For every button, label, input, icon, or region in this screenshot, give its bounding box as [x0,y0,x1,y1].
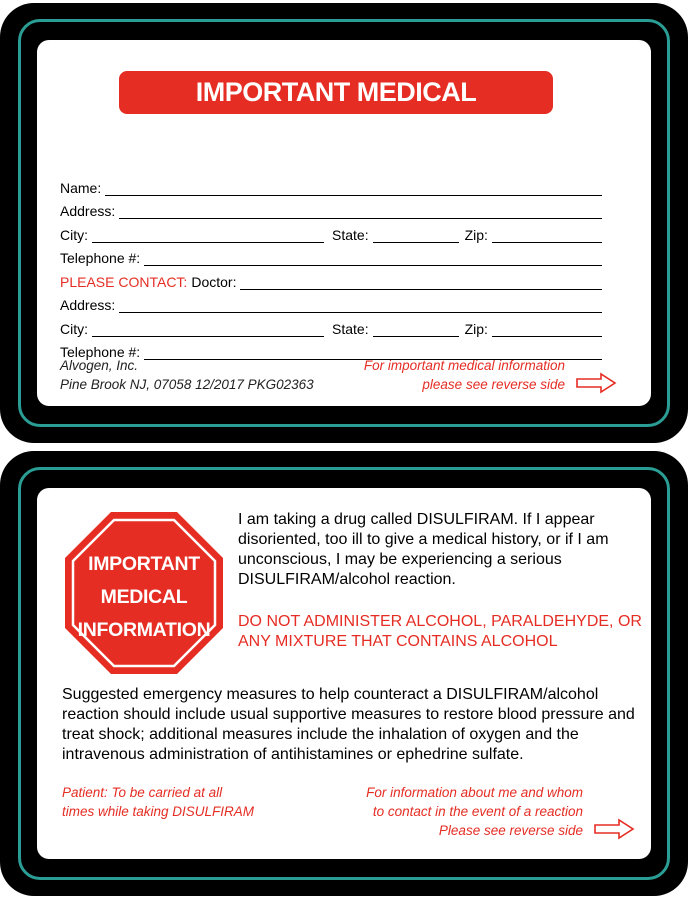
right-arrow-icon [575,372,617,394]
company-name: Alvogen, Inc. [60,358,139,373]
address-field[interactable] [119,204,602,219]
telephone-row [60,246,602,266]
reverse-note [364,356,565,394]
right-arrow-icon [593,818,635,840]
state-field[interactable] [373,228,459,243]
please-contact-label: PLEASE CONTACT: [60,274,188,290]
doctor-field[interactable] [240,275,602,290]
important-medical-info-banner: IMPORTANT MEDICAL INFORMATION [119,71,553,114]
back-card-face [37,488,651,859]
front-card-face [37,40,651,406]
patient-note [62,783,254,821]
reverse-note-line1: For important medical information [363,358,565,373]
sign-text-important: IMPORTANT [88,553,200,575]
doctor-zip-label: Zip: [464,321,488,337]
telephone-field[interactable] [144,251,602,266]
doctor-label: Doctor: [191,274,237,290]
contact-info-line2: to contact in the event of a reaction [372,804,583,819]
patient-note-line1: Patient: To be carried at all [62,785,223,800]
doctor-row [60,270,602,290]
doctor-telephone-label: Telephone #: [60,344,141,360]
doctor-city-label: City: [60,321,88,337]
doctor-state-label: State: [332,321,369,337]
doctor-zip-field[interactable] [492,322,602,337]
address-row [60,199,602,219]
stop-sign-icon [64,511,224,675]
disulfiram-statement: I am taking a drug called DISULFIRAM. If I appear disoriented, too ill to give a medical history, or if I am unconscious, I may be experiencing a serious DISULFIRAM/alcohol reaction. [238,511,609,588]
doctor-city-state-zip-row [60,317,602,337]
company-info [60,356,314,394]
contact-info-line3: Please see reverse side [438,823,583,838]
city-label: City: [60,227,88,243]
name-field[interactable] [105,181,602,196]
doctor-address-row [60,293,602,313]
back-card [0,451,688,896]
city-state-zip-row [60,223,602,243]
doctor-city-field[interactable] [92,322,324,337]
telephone-label: Telephone #: [60,250,141,266]
contact-info-note [366,783,583,840]
emergency-measures: Suggested emergency measures to help counteract a DISULFIRAM/alcohol reaction should include usual supportive measures to restore blood pressure and treat shock; additional measures include the inhalation of oxygen and the intravenous administration of antihistamines or ephedrine sulfate. [62,686,635,763]
doctor-state-field[interactable] [373,322,459,337]
patient-note-line2: times while taking DISULFIRAM [62,804,255,819]
zip-field[interactable] [492,228,602,243]
doctor-address-field[interactable] [119,298,602,313]
company-address-code: Pine Brook NJ, 07058 12/2017 PKG02363 [60,377,314,392]
state-label: State: [332,227,369,243]
sign-text-information: INFORMATION [77,619,211,641]
alcohol-warning: DO NOT ADMINISTER ALCOHOL, PARALDEHYDE, OR ANY MIXTURE THAT CONTAINS ALCOHOL [238,613,642,650]
sign-text-medical: MEDICAL [100,586,188,608]
doctor-address-label: Address: [60,297,116,313]
reverse-note-line2: please see reverse side [422,377,565,392]
zip-label: Zip: [464,227,488,243]
name-label: Name: [60,180,102,196]
address-label: Address: [60,203,116,219]
contact-info-line1: For information about me and whom [366,785,583,800]
front-card [0,3,688,443]
city-field[interactable] [92,228,324,243]
name-row [60,176,602,196]
